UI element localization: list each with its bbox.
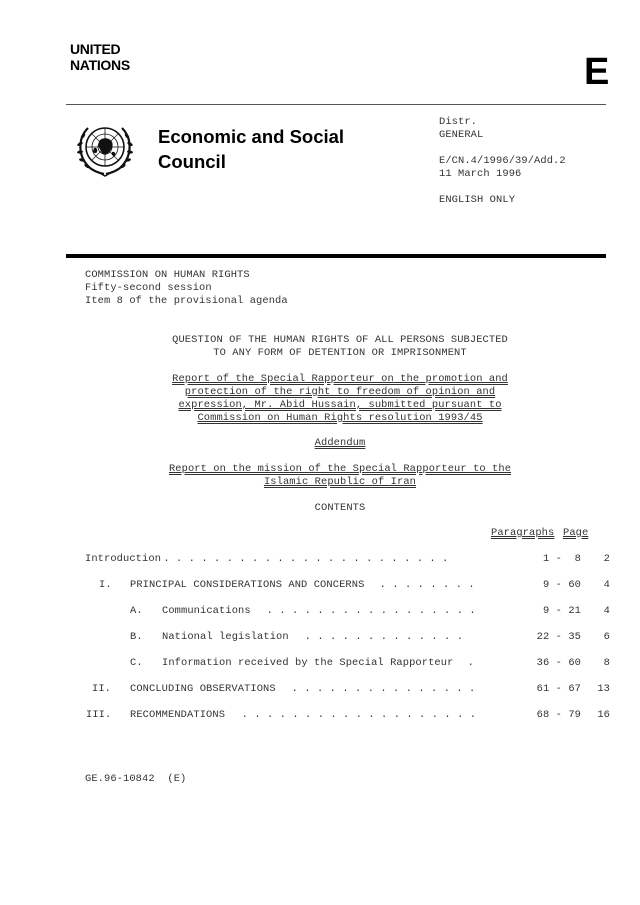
toc-paragraphs: 9 - 21: [542, 605, 581, 617]
distribution-block: [439, 116, 566, 207]
document-language: ENGLISH ONLY: [439, 194, 516, 206]
commission-name: COMMISSION ON HUMAN RIGHTS: [85, 269, 250, 281]
document-symbol: E/CN.4/1996/39/Add.2: [439, 155, 566, 167]
toc-row-national-legislation[interactable]: [85, 631, 615, 644]
addendum-heading: [150, 437, 530, 450]
toc-page-number: 2: [603, 553, 610, 565]
report-title-line4: Commission on Human Rights resolution 1993/45: [197, 412, 483, 424]
toc-entry-number: III.: [86, 709, 112, 721]
toc-entry-number: A.: [130, 605, 143, 617]
toc-row-communications[interactable]: [85, 605, 615, 618]
toc-paragraphs: 1 - 8: [542, 553, 581, 565]
toc-row-concluding-observations[interactable]: [85, 683, 615, 696]
question-title-line2: TO ANY FORM OF DETENTION OR IMPRISONMENT: [213, 347, 467, 359]
toc-entry-label: CONCLUDING OBSERVATIONS: [130, 683, 276, 695]
toc-dot-leader: . . . . . . . . . . . . . . .: [279, 683, 476, 695]
agenda-item: Item 8 of the provisional agenda: [85, 295, 288, 307]
toc-entry-label: RECOMMENDATIONS: [130, 709, 226, 721]
toc-entry-label: Introduction: [85, 553, 162, 565]
report-title-line1: Report of the Special Rapporteur on the promotion and: [172, 373, 508, 385]
report-title: [150, 373, 530, 425]
toc-row-recommendations[interactable]: [85, 709, 615, 722]
toc-entry-number: I.: [99, 579, 112, 591]
header-divider: [66, 104, 606, 105]
toc-paragraphs: 68 - 79: [536, 709, 581, 721]
toc-dot-leader: . . . . . . . . . . . . . . . . . . . . . . .: [157, 553, 449, 565]
toc-paragraphs: 61 - 67: [536, 683, 581, 695]
addendum-label: Addendum: [314, 437, 366, 449]
report-title-line3: expression, Mr. Abid Hussain, submitted pursuant to: [178, 399, 502, 411]
toc-dot-leader: . . . . . . . .: [367, 579, 475, 591]
question-title-line1: QUESTION OF THE HUMAN RIGHTS OF ALL PERSONS SUBJECTED: [172, 334, 508, 346]
toc-entry-label: National legislation: [162, 631, 289, 643]
toc-page-number: 8: [603, 657, 610, 669]
toc-entry-label: Information received by the Special Rapporteur: [162, 657, 454, 669]
toc-column-paragraphs: [491, 527, 554, 540]
distr-label: Distr.: [439, 116, 478, 128]
toc-dot-leader: . . . . . . . . . . . . .: [292, 631, 464, 643]
contents-heading: CONTENTS: [314, 502, 366, 514]
toc-row-information-received[interactable]: [85, 657, 615, 670]
toc-entry-label: Communications: [162, 605, 251, 617]
toc-column-page: [563, 527, 588, 540]
mission-title-line1: Report on the mission of the Special Rapporteur to the: [168, 463, 512, 475]
toc-dot-leader: . . . . . . . . . . . . . . . . . . .: [229, 709, 477, 721]
toc-page-number: 4: [603, 579, 610, 591]
toc-dot-leader: .: [455, 657, 475, 669]
organization-name: [70, 41, 130, 73]
header-thick-divider: [66, 254, 606, 258]
council-name: [158, 124, 344, 174]
org-name-line2: NATIONS: [70, 57, 130, 73]
job-number: GE.96-10842 (E): [85, 773, 187, 785]
toc-page-number: 13: [597, 683, 610, 695]
council-name-line1: Economic and Social: [158, 126, 345, 147]
report-title-line2: protection of the right to freedom of opinion and: [184, 386, 496, 398]
question-title: [150, 334, 530, 360]
toc-paragraphs: 36 - 60: [536, 657, 581, 669]
commission-block: [85, 269, 288, 308]
toc-column-page-label: Page: [563, 527, 589, 539]
council-name-line2: Council: [158, 151, 226, 172]
org-name-line1: UNITED: [70, 41, 121, 57]
mission-title: [150, 463, 530, 489]
toc-paragraphs: 9 - 60: [542, 579, 581, 591]
toc-row-principal-considerations[interactable]: [85, 579, 615, 592]
toc-entry-number: II.: [92, 683, 112, 695]
distr-value: GENERAL: [439, 129, 484, 141]
toc-entry-label: PRINCIPAL CONSIDERATIONS AND CONCERNS: [130, 579, 365, 591]
toc-column-paragraphs-label: Paragraphs: [491, 527, 555, 539]
toc-page-number: 16: [597, 709, 610, 721]
un-emblem-icon: [74, 120, 136, 178]
language-letter: E: [584, 51, 610, 93]
toc-entry-number: B.: [130, 631, 143, 643]
document-date: 11 March 1996: [439, 168, 522, 180]
toc-dot-leader: . . . . . . . . . . . . . . . . .: [254, 605, 476, 617]
toc-paragraphs: 22 - 35: [536, 631, 581, 643]
session-name: Fifty-second session: [85, 282, 212, 294]
toc-entry-number: C.: [130, 657, 143, 669]
toc-page-number: 4: [603, 605, 610, 617]
toc-page-number: 6: [603, 631, 610, 643]
mission-title-line2: Islamic Republic of Iran: [263, 476, 417, 488]
toc-row-introduction[interactable]: [85, 553, 615, 566]
